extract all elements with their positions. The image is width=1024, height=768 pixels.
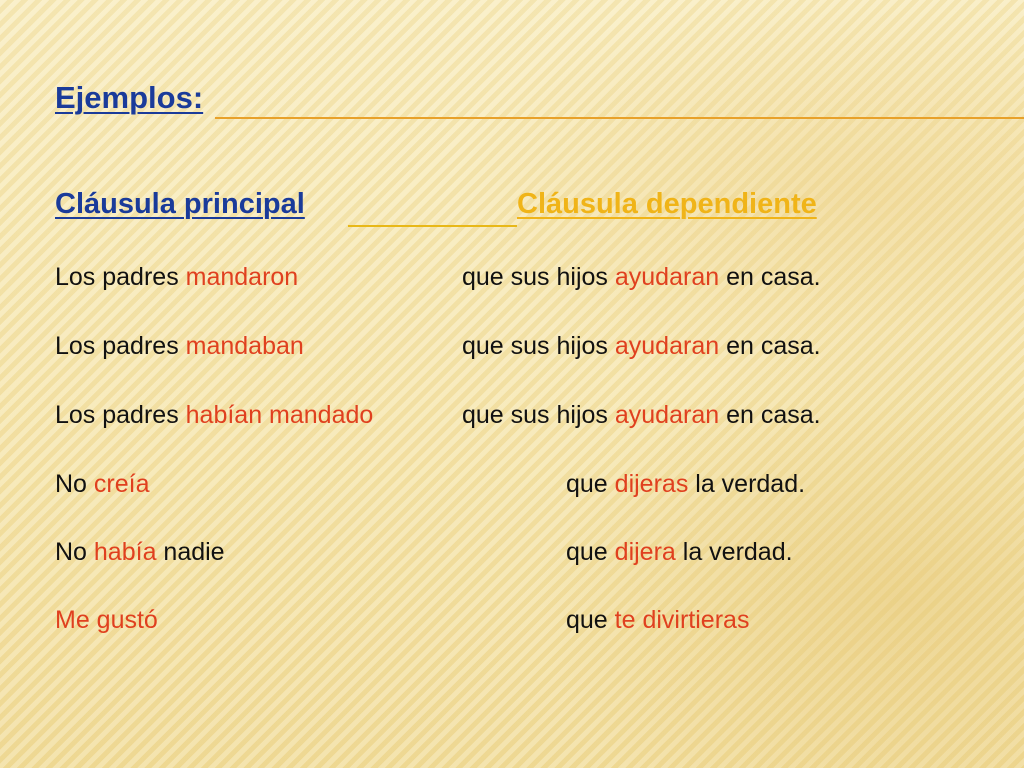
main-clause-1-verb: mandaron [185,263,299,291]
title-underline-rule [215,117,1024,119]
dependent-clause-3 [462,401,821,430]
dependent-clause-3-verb: ayudaran [614,401,720,429]
dependent-clause-5-verb: dijera [614,538,676,566]
dependent-clause-4-verb: dijeras [614,470,689,498]
dependent-clause-6-verb: te divirtieras [614,606,750,634]
main-clause-5-text: No [55,538,94,566]
dependent-clause-1-text: que sus hijos [462,263,615,291]
main-clause-4-verb: creía [93,470,150,498]
main-clause-1 [55,263,298,292]
dependent-clause-3-rest: en casa. [719,401,821,429]
main-clause-6-verb: Me gustó [55,606,158,634]
dependent-clause-1 [462,263,821,292]
header-connector-rule [348,225,517,227]
dependent-clause-2-rest: en casa. [719,332,821,360]
dependent-clause-3-text: que sus hijos [462,401,615,429]
dependent-clause-6 [566,606,749,635]
dependent-clause-2 [462,332,821,361]
main-clause-5 [55,538,225,567]
dependent-clause-4-rest: la verdad. [688,470,806,498]
header-main-clause: Cláusula principal [55,188,305,220]
main-clause-3 [55,401,373,430]
main-clause-6 [55,606,158,635]
main-clause-3-text: Los padres [55,401,186,429]
main-clause-2-verb: mandaban [185,332,304,360]
main-clause-1-text: Los padres [55,263,186,291]
dependent-clause-6-text: que [566,606,615,634]
main-clause-3-verb: habían mandado [185,401,374,429]
dependent-clause-4 [566,470,805,499]
dependent-clause-2-text: que sus hijos [462,332,615,360]
dependent-clause-5 [566,538,793,567]
main-clause-5-rest: nadie [156,538,225,566]
main-clause-2 [55,332,304,361]
slide-title: Ejemplos: [55,80,204,115]
main-clause-5-verb: había [93,538,157,566]
dependent-clause-1-rest: en casa. [719,263,821,291]
dependent-clause-5-rest: la verdad. [675,538,793,566]
main-clause-4-text: No [55,470,94,498]
dependent-clause-2-verb: ayudaran [614,332,720,360]
main-clause-4 [55,470,150,499]
main-clause-2-text: Los padres [55,332,186,360]
header-dependent-clause: Cláusula dependiente [517,188,817,220]
dependent-clause-1-verb: ayudaran [614,263,720,291]
dependent-clause-5-text: que [566,538,615,566]
dependent-clause-4-text: que [566,470,615,498]
